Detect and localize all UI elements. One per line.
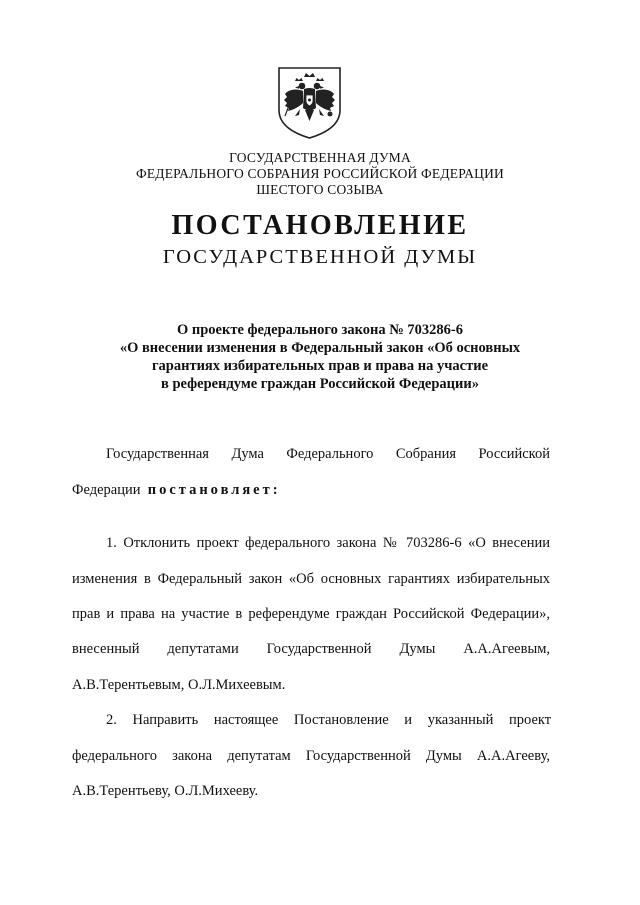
item2-line-2: федерального закона депутатам Государственной Думы А.А.Агееву, [72, 748, 550, 764]
authority-line-3: ШЕСТОГО СОЗЫВА [256, 182, 384, 197]
bill-title [0, 321, 640, 393]
bill-title-line: О проекте федерального закона № 703286-6 [176, 322, 464, 338]
issuing-authority [0, 150, 640, 198]
preamble-federation-word: Федерации [72, 482, 141, 498]
preamble-line-2 [72, 480, 550, 500]
item1-line-1: 1. Отклонить проект федерального закона № 703286-6 «О внесении [106, 535, 550, 551]
bill-title-line: «О внесении изменения в Федеральный закон «Об основных [119, 340, 521, 356]
item1-line-2: изменения в Федеральный закон «Об основных гарантиях избирательных [72, 571, 550, 587]
item2-line-1: 2. Направить настоящее Постановление и указанный проект [106, 712, 552, 728]
preamble-line-1: Государственная Дума Федерального Собрания Российской [106, 446, 550, 462]
authority-line-2: ФЕДЕРАЛЬНОГО СОБРАНИЯ РОССИЙСКОЙ ФЕДЕРАЦИИ [136, 166, 504, 181]
item2-line-3: А.В.Терентьеву, О.Л.Михееву. [72, 783, 259, 799]
coat-of-arms-emblem [275, 64, 344, 140]
double-headed-eagle-icon [275, 64, 344, 140]
bill-title-line: гарантиях избирательных прав и права на участие [151, 358, 489, 374]
document-type-title: ПОСТАНОВЛЕНИЕ [171, 210, 469, 241]
item1-line-5: А.В.Терентьевым, О.Л.Михеевым. [72, 677, 286, 693]
document-subtitle: ГОСУДАРСТВЕННОЙ ДУМЫ [162, 246, 478, 268]
item1-line-4: внесенный депутатами Государственной Думы А.А.Агеевым, [72, 641, 550, 657]
bill-title-line: в референдуме граждан Российской Федерации» [160, 376, 480, 392]
decree-word: постановляет: [147, 482, 281, 498]
item1-line-3: прав и права на участие в референдуме граждан Российской Федерации», [72, 606, 550, 622]
authority-line-1: ГОСУДАРСТВЕННАЯ ДУМА [229, 150, 411, 165]
